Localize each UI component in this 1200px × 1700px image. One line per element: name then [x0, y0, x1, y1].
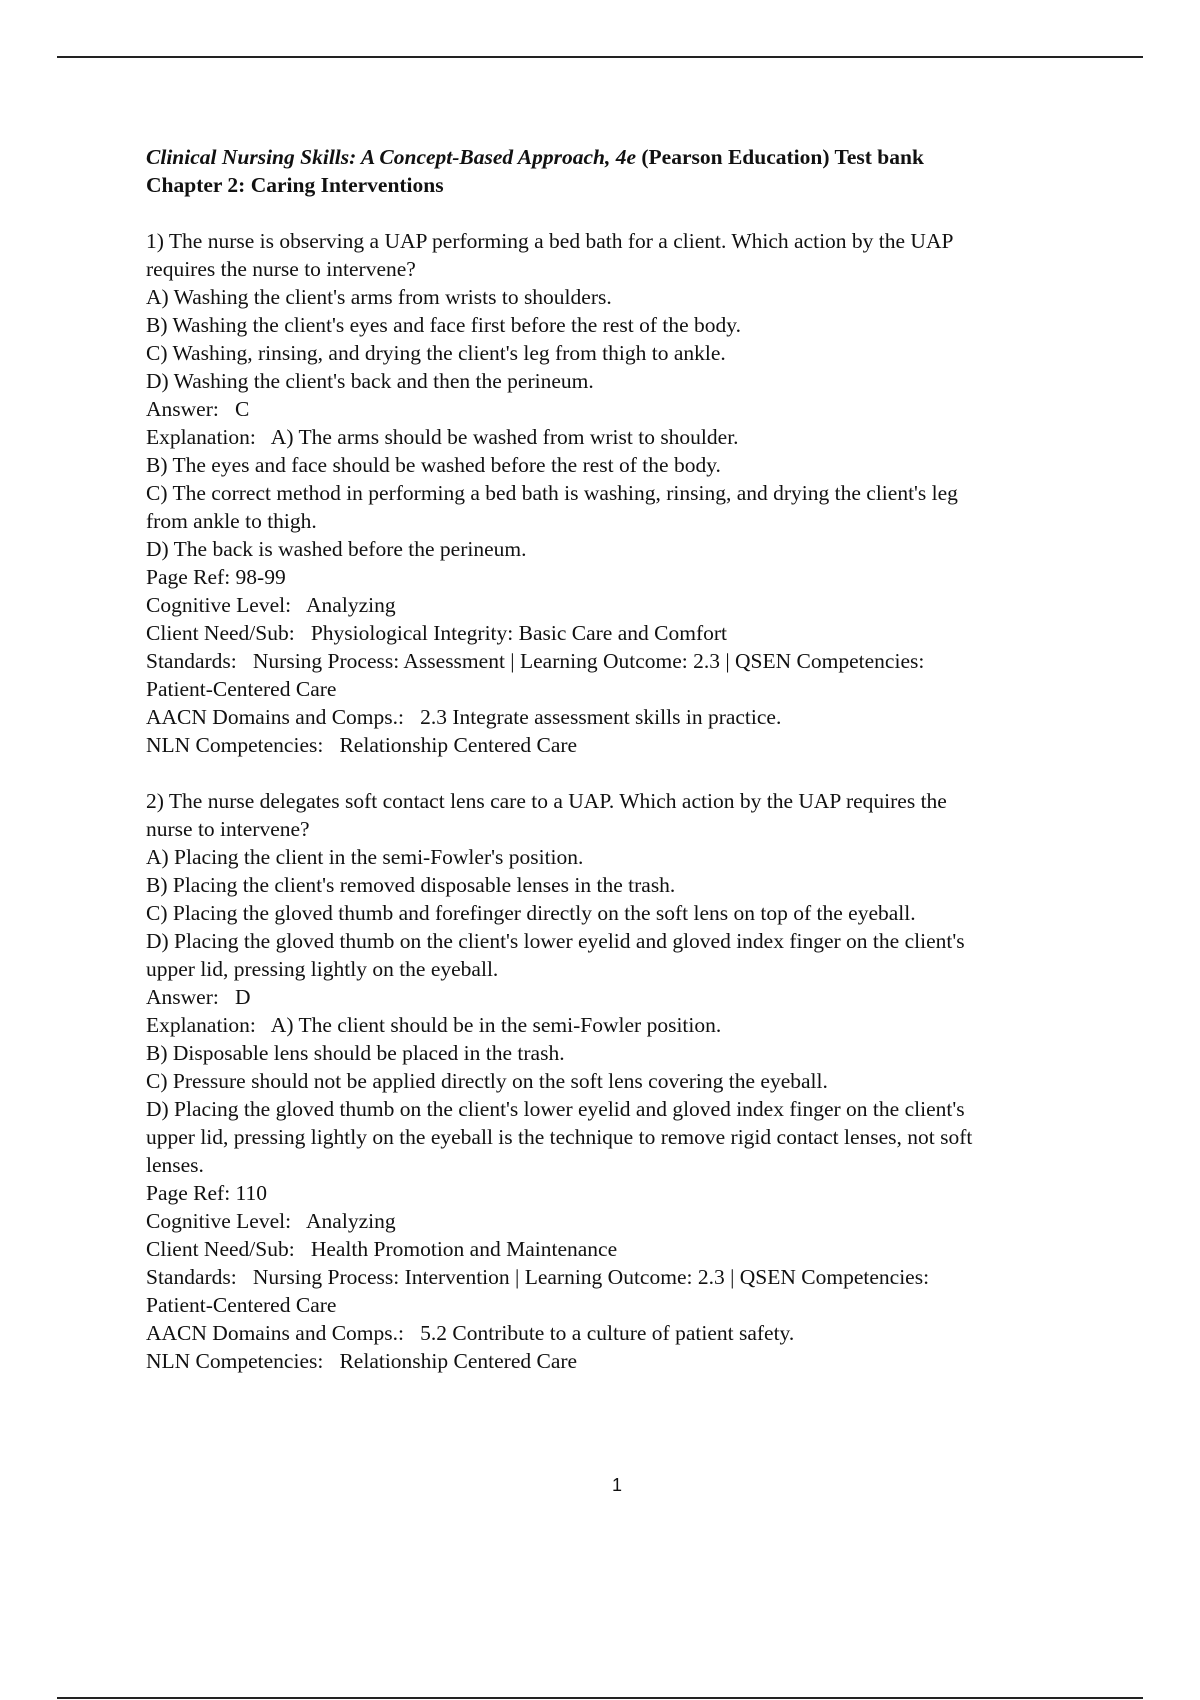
question-line: upper lid, pressing lightly on the eyeball.	[146, 957, 499, 981]
question-block	[146, 227, 1086, 759]
question-line: from ankle to thigh.	[146, 509, 317, 533]
question-line: AACN Domains and Comps.: 2.3 Integrate assessment skills in practice.	[146, 705, 782, 729]
question-line: NLN Competencies: Relationship Centered Care	[146, 1349, 578, 1373]
question-line: Page Ref: 98-99	[146, 565, 286, 589]
question-line: Answer: D	[146, 985, 251, 1009]
question-line: 1) The nurse is observing a UAP performing a bed bath for a client. Which action by the UAP	[146, 229, 954, 253]
question-line: upper lid, pressing lightly on the eyeball is the technique to remove rigid contact lenses, not soft	[146, 1125, 973, 1149]
document-title	[146, 143, 1086, 171]
question-line: B) The eyes and face should be washed before the rest of the body.	[146, 453, 721, 477]
question-line: Answer: C	[146, 397, 250, 421]
question-line: C) Pressure should not be applied directly on the soft lens covering the eyeball.	[146, 1069, 828, 1093]
question-line: Client Need/Sub: Health Promotion and Maintenance	[146, 1237, 618, 1261]
question-line: A) Washing the client's arms from wrists to shoulders.	[146, 285, 612, 309]
question-line: Explanation: A) The client should be in the semi-Fowler position.	[146, 1013, 722, 1037]
questions-list	[146, 227, 1086, 1375]
question-line: Cognitive Level: Analyzing	[146, 1209, 396, 1233]
question-block	[146, 787, 1086, 1375]
question-line: AACN Domains and Comps.: 5.2 Contribute to a culture of patient safety.	[146, 1321, 795, 1345]
page-content	[146, 143, 1086, 1375]
question-line: nurse to intervene?	[146, 817, 310, 841]
question-line: requires the nurse to intervene?	[146, 257, 416, 281]
question-line: C) The correct method in performing a bed bath is washing, rinsing, and drying the client's leg	[146, 481, 958, 505]
chapter-title: Chapter 2: Caring Interventions	[146, 173, 444, 197]
question-line: D) The back is washed before the perineum.	[146, 537, 527, 561]
question-line: B) Placing the client's removed disposable lenses in the trash.	[146, 873, 676, 897]
publisher-label: (Pearson Education) Test bank	[636, 145, 924, 169]
question-line: Client Need/Sub: Physiological Integrity: Basic Care and Comfort	[146, 621, 728, 645]
question-line: 2) The nurse delegates soft contact lens care to a UAP. Which action by the UAP requires the	[146, 789, 947, 813]
question-line: Page Ref: 110	[146, 1181, 268, 1205]
question-line: C) Placing the gloved thumb and forefinger directly on the soft lens on top of the eyeball.	[146, 901, 916, 925]
question-line: B) Washing the client's eyes and face first before the rest of the body.	[146, 313, 741, 337]
question-line: D) Washing the client's back and then the perineum.	[146, 369, 594, 393]
question-line: lenses.	[146, 1153, 204, 1177]
question-line: Patient-Centered Care	[146, 1293, 337, 1317]
question-line: B) Disposable lens should be placed in the trash.	[146, 1041, 565, 1065]
question-line: Cognitive Level: Analyzing	[146, 593, 396, 617]
bottom-rule	[57, 1697, 1143, 1699]
page-number: 1	[611, 1475, 622, 1495]
top-rule	[57, 56, 1143, 58]
question-line: A) Placing the client in the semi-Fowler's position.	[146, 845, 584, 869]
question-line: D) Placing the gloved thumb on the client's lower eyelid and gloved index finger on the client's	[146, 929, 965, 953]
question-line: Standards: Nursing Process: Intervention | Learning Outcome: 2.3 | QSEN Competencies:	[146, 1265, 930, 1289]
question-line: D) Placing the gloved thumb on the client's lower eyelid and gloved index finger on the client's	[146, 1097, 965, 1121]
question-line: Standards: Nursing Process: Assessment | Learning Outcome: 2.3 | QSEN Competencies:	[146, 649, 925, 673]
question-line: NLN Competencies: Relationship Centered Care	[146, 733, 578, 757]
book-title: Clinical Nursing Skills: A Concept-Based Approach, 4e	[146, 145, 636, 169]
question-line: C) Washing, rinsing, and drying the client's leg from thigh to ankle.	[146, 341, 726, 365]
question-line: Explanation: A) The arms should be washed from wrist to shoulder.	[146, 425, 739, 449]
question-line: Patient-Centered Care	[146, 677, 337, 701]
